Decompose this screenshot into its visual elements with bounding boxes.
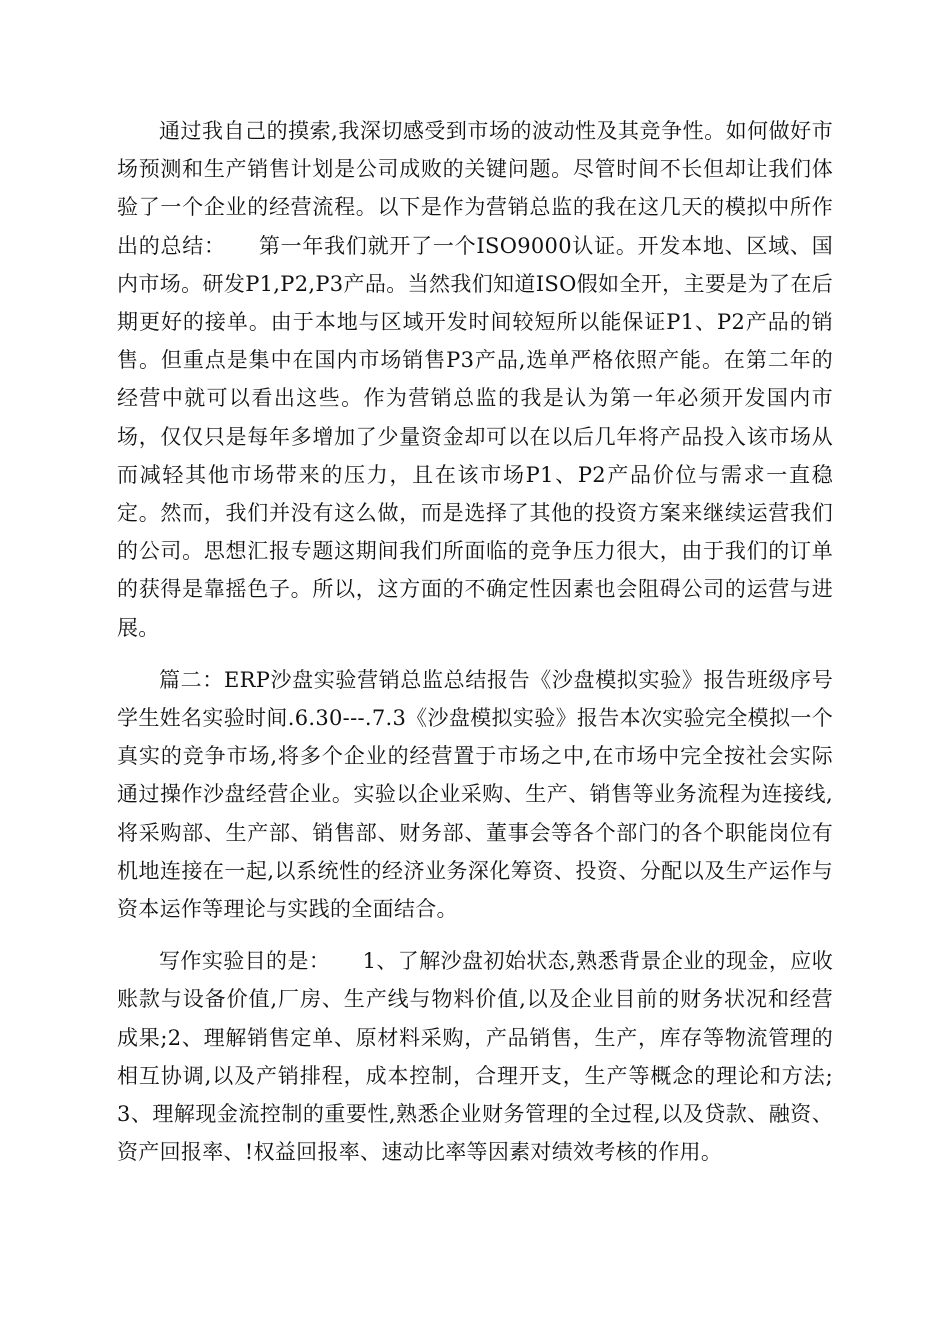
paragraph-marketing-summary: 通过我自己的摸索,我深切感受到市场的波动性及其竞争性。如何做好市场预测和生产销售计划是公司成败的关键问题。尽管时间不长但却让我们体验了一个企业的经营流程。以下是作为营销总监的我在这几天的模拟中所作出的总结： 第一年我们就开了一个ISO9000认证。开发本地、区域、国内市场。研发P1,P2,P3产品。当然我们知道ISO假如全开，主要是为了在后期更好的接单。由于本地与区域开发时间较短所以能保证P1、P2产品的销售。但重点是集中在国内市场销售P3产品,选单严格依照产能。在第二年的经营中就可以看出这些。作为营销总监的我是认为第一年必须开发国内市场，仅仅只是每年多增加了少量资金却可以在以后几年将产品投入该市场从而减轻其他市场带来的压力，且在该市场P1、P2产品价位与需求一直稳定。然而，我们并没有这么做，而是选择了其他的投资方案来继续运营我们的公司。思想汇报专题这期间我们所面临的竞争压力很大，由于我们的订单的获得是靠摇色子。所以，这方面的不确定性因素也会阻碍公司的运营与进展。 xyxy=(117,119,833,640)
paragraph-erp-sandbox-report: 篇二：ERP沙盘实验营销总监总结报告《沙盘模拟实验》报告班级序号学生姓名实验时间.6.30---.7.3《沙盘模拟实验》报告本次实验完全模拟一个真实的竞争市场,将多个企业的经营置于市场之中,在市场中完全按社会实际通过操作沙盘经营企业。实验以企业采购、生产、销售等业务流程为连接线,将采购部、生产部、销售部、财务部、董事会等各个部门的各个职能岗位有机地连接在一起,以系统性的经济业务深化筹资、投资、分配以及生产运作与资本运作等理论与实践的全面结合。 xyxy=(117,667,833,922)
paragraph-experiment-objectives: 写作实验目的是： 1、了解沙盘初始状态,熟悉背景企业的现金，应收账款与设备价值,厂房、生产线与物料价值,以及企业目前的财务状况和经营成果;2、理解销售定单、原材料采购，产品销售，生产，库存等物流管理的相互协调,以及产销排程，成本控制，合理开支，生产等概念的理论和方法; 3、理解现金流控制的重要性,熟悉企业财务管理的全过程,以及贷款、融资、资产回报率、!权益回报率、速动比率等因素对绩效考核的作用。 xyxy=(117,949,897,1165)
document-page xyxy=(117,112,897,1171)
